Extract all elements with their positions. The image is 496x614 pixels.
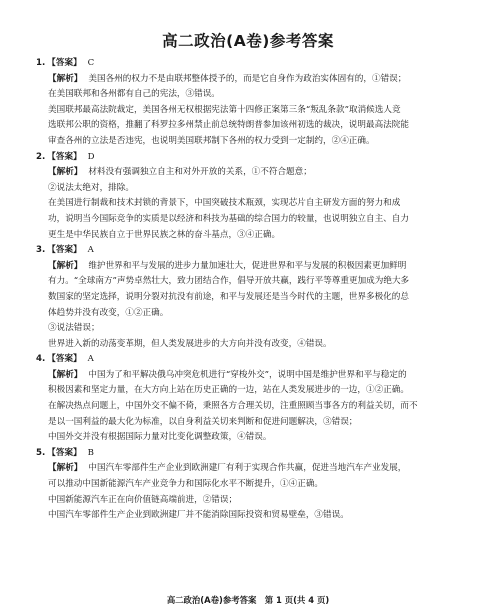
answer-value: C (87, 58, 95, 68)
question-number: 5. (36, 447, 46, 458)
analysis-text: 维护世界和平与发展的进步力量加速壮大，促进世界和平与发展的积极因素更加鲜明 (88, 260, 407, 271)
analysis-text: 美国各州的权力不是由联邦整体授予的，而是它自身作为政治实体固有的，①错误； (88, 73, 407, 84)
analysis-line (36, 368, 468, 384)
analysis-text: 中国为了和平解决俄乌冲突危机进行“穿梭外交”，说明中国是维护世界和平与稳定的 (88, 369, 407, 380)
question-block (36, 56, 468, 150)
analysis-line (36, 399, 468, 415)
question-number: 4. (36, 354, 46, 365)
analysis-line (36, 477, 468, 493)
answer-tag: 【答案】 (47, 151, 82, 162)
analysis-line (36, 118, 468, 134)
answer-tag: 【答案】 (47, 245, 82, 256)
question-number: 1. (36, 58, 46, 68)
question-number: 2. (36, 151, 46, 162)
analysis-line (36, 430, 468, 446)
answer-list (36, 56, 468, 524)
analysis-tag: 【解析】 (48, 463, 83, 474)
analysis-text: 在美国联邦和各州都有自己的宪法，③错误。 (48, 89, 220, 100)
answer-tag: 【答案】 (47, 447, 82, 458)
question-block (36, 352, 468, 446)
analysis-text: 在解决热点问题上，中国外交不偏不倚，秉照各方合理关切，注重照顾当事各方的利益关切，而不 (48, 401, 418, 412)
analysis-line (36, 103, 468, 119)
analysis-line (36, 87, 468, 103)
analysis-text: 选联邦公职的资格，推翻了科罗拉多州禁止前总统特朗普参加该州初选的裁决，说明最高法院能 (48, 120, 409, 131)
analysis-tag: 【解析】 (48, 369, 83, 380)
analysis-text: ③说法错误； (48, 323, 100, 334)
analysis-line (36, 415, 468, 431)
analysis-line (36, 461, 468, 477)
page-title: 高二政治(A卷)参考答案 (162, 32, 334, 50)
analysis-tag: 【解析】 (48, 260, 83, 271)
answer-line (36, 446, 468, 462)
analysis-line (36, 274, 468, 290)
analysis-text: 中国新能源汽车正在向价值链高端前进，②错误； (48, 494, 238, 505)
answer-tag: 【答案】 (47, 58, 82, 68)
analysis-line (36, 493, 468, 509)
analysis-line (36, 337, 468, 353)
analysis-text: 中国外交并没有根据国际力量对比变化调整政策，④错误。 (48, 432, 272, 443)
page-footer: 高二政治(A卷)参考答案 第 1 页(共 4 页) (166, 595, 330, 605)
analysis-text: 可以推动中国新能源汽车产业竞争力和国际化水平不断提升，①④正确。 (48, 479, 324, 490)
analysis-line (36, 321, 468, 337)
analysis-line (36, 228, 468, 244)
answer-value: B (87, 447, 94, 458)
analysis-text: 美国联邦最高法院裁定，美国各州无权根据宪法第十四修正案第三条“叛乱条款”取消候选人竞 (48, 104, 401, 115)
analysis-tag: 【解析】 (48, 73, 83, 84)
analysis-line (36, 212, 468, 228)
answer-line (36, 150, 468, 166)
analysis-line (36, 181, 468, 197)
answer-value: D (87, 151, 95, 162)
analysis-text: 数国家的坚定选择，说明分裂对抗没有前途，和平与发展还是当今时代的主题，世界多极化的总 (48, 291, 409, 302)
analysis-text: ②说法太绝对，排除。 (48, 182, 134, 193)
analysis-text: 有力。“全球南方”声势卓然壮大，致力团结合作，倡导开放共赢，践行平等尊重更加成为绝大多 (48, 276, 410, 287)
analysis-text: 世界进入新的动荡变革期，但人类发展进步的大方向并没有改变，④错误。 (48, 338, 332, 349)
answer-line (36, 56, 468, 72)
analysis-line (36, 134, 468, 150)
question-block (36, 150, 468, 244)
analysis-text: 在美国进行制裁和技术封锁的背景下，中国突破技术瓶颈，实现芯片自主研发方面的努力和成 (48, 198, 401, 209)
analysis-line (36, 196, 468, 212)
analysis-text: 材料没有强调独立自主和对外开放的关系，①不符合题意； (88, 167, 312, 178)
analysis-text: 功，说明当今国际竞争的实质是以经济和科技为基础的综合国力的较量，也说明独立自主、自力 (48, 213, 409, 224)
analysis-line (36, 165, 468, 181)
analysis-text: 积极因素和坚定力量，在大方向上站在历史正确的一边，站在人类发展进步的一边，①②正确。 (48, 385, 409, 396)
analysis-tag: 【解析】 (48, 167, 83, 178)
analysis-text: 中国汽车零部件生产企业到欧洲建厂并不能消除国际投资和贸易壁垒，③错误。 (48, 510, 349, 521)
answer-value: A (87, 245, 94, 256)
analysis-line (36, 290, 468, 306)
analysis-line (36, 306, 468, 322)
analysis-text: 是以一国利益的最大化为标准，以自身利益关切来判断和促进问题解决，③错误； (48, 416, 358, 427)
analysis-line (36, 383, 468, 399)
analysis-text: 体趋势并没有改变，①②正确。 (48, 307, 169, 318)
question-number: 3. (36, 245, 46, 256)
question-block (36, 446, 468, 524)
question-block (36, 243, 468, 352)
analysis-text: 审查各州的立法是否违宪，也说明美国联邦制下各州的权力受到一定制约，②④正确。 (48, 135, 375, 146)
answer-line (36, 243, 468, 259)
analysis-line (36, 72, 468, 88)
answer-line (36, 352, 468, 368)
answer-value: A (87, 354, 94, 365)
analysis-line (36, 259, 468, 275)
analysis-line (36, 508, 468, 524)
analysis-text: 中国汽车零部件生产企业到欧洲建厂有利于实现合作共赢，促进当地汽车产业发展， (88, 463, 407, 474)
analysis-text: 更生是中华民族自立于世界民族之林的奋斗基点，③④正确。 (48, 229, 281, 240)
answer-tag: 【答案】 (47, 354, 82, 365)
